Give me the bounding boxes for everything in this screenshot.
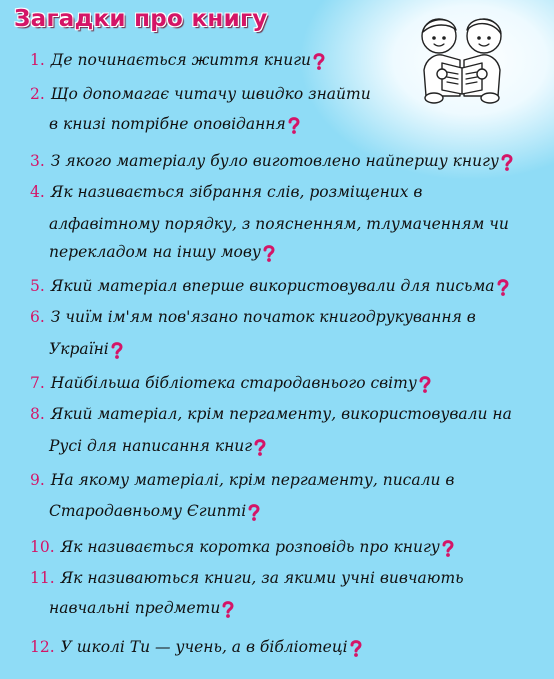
question-number: 1. — [30, 51, 45, 69]
question-text: Як називається зібрання слів, розміщених в — [50, 183, 423, 201]
question-item — [30, 146, 513, 177]
question-text: Русі для написання книг — [49, 437, 253, 455]
question-text: навчальні предмети — [49, 599, 221, 617]
question-continuation — [49, 431, 266, 462]
question-text: в книзі потрібне оповідання — [49, 115, 286, 133]
question-item — [30, 177, 422, 208]
question-mark-icon — [419, 376, 431, 393]
question-number: 9. — [30, 471, 45, 489]
question-number: 11. — [30, 569, 55, 587]
question-number: 3. — [30, 152, 45, 170]
question-mark-icon — [442, 540, 454, 557]
question-mark-icon — [313, 53, 325, 70]
question-text: Як називається коротка розповідь про книгу — [60, 538, 440, 556]
question-item — [30, 271, 509, 302]
question-mark-icon — [254, 439, 266, 456]
question-item — [30, 532, 454, 563]
question-mark-icon — [111, 342, 123, 359]
question-item — [30, 368, 431, 399]
question-mark-icon — [350, 640, 362, 657]
question-mark-icon — [288, 117, 300, 134]
question-number: 10. — [30, 538, 55, 556]
question-item — [30, 465, 454, 496]
question-item — [30, 399, 512, 430]
question-text: У школі Ти — учень, а в бібліотеці — [60, 638, 348, 656]
question-number: 7. — [30, 374, 45, 392]
question-text: З чиїм ім'ям пов'язано початок книгодрукування в — [50, 308, 476, 326]
question-mark-icon — [222, 601, 234, 618]
question-continuation — [49, 496, 260, 527]
question-item — [30, 79, 371, 110]
question-text: З якого матеріалу було виготовлено найпершу книгу — [50, 152, 499, 170]
question-text: Стародавньому Єгипті — [49, 502, 247, 520]
question-text: Який матеріал, крім пергаменту, використовували на — [50, 405, 512, 423]
question-text: Що допомагає читачу швидко знайти — [50, 85, 371, 103]
question-item — [30, 632, 362, 663]
question-continuation — [49, 109, 300, 140]
question-text: алфавітному порядку, з поясненням, тлумаченням чи — [49, 215, 509, 233]
question-mark-icon — [497, 279, 509, 296]
question-item — [30, 302, 476, 333]
question-text: Як називаються книги, за якими учні вивчають — [60, 569, 464, 587]
question-number: 4. — [30, 183, 45, 201]
question-item — [30, 45, 325, 76]
question-item — [30, 563, 464, 594]
question-continuation — [49, 334, 123, 365]
question-number: 8. — [30, 405, 45, 423]
question-number: 2. — [30, 85, 45, 103]
question-continuation — [49, 209, 509, 240]
question-text: Україні — [49, 340, 109, 358]
page-title: Загадки про книгу — [14, 6, 268, 32]
question-continuation — [49, 237, 275, 268]
question-mark-icon — [263, 245, 275, 262]
question-text: На якому матеріалі, крім пергаменту, писали в — [50, 471, 455, 489]
question-continuation — [49, 593, 234, 624]
question-mark-icon — [248, 504, 260, 521]
question-text: Де починається життя книги — [50, 51, 312, 69]
question-number: 6. — [30, 308, 45, 326]
kids-reading-illustration — [412, 8, 512, 106]
question-mark-icon — [501, 154, 513, 171]
question-text: Який матеріал вперше використовували для письма — [50, 277, 495, 295]
question-text: Найбільша бібліотека стародавнього світу — [50, 374, 417, 392]
question-number: 5. — [30, 277, 45, 295]
question-text: перекладом на іншу мову — [49, 243, 261, 261]
question-number: 12. — [30, 638, 55, 656]
